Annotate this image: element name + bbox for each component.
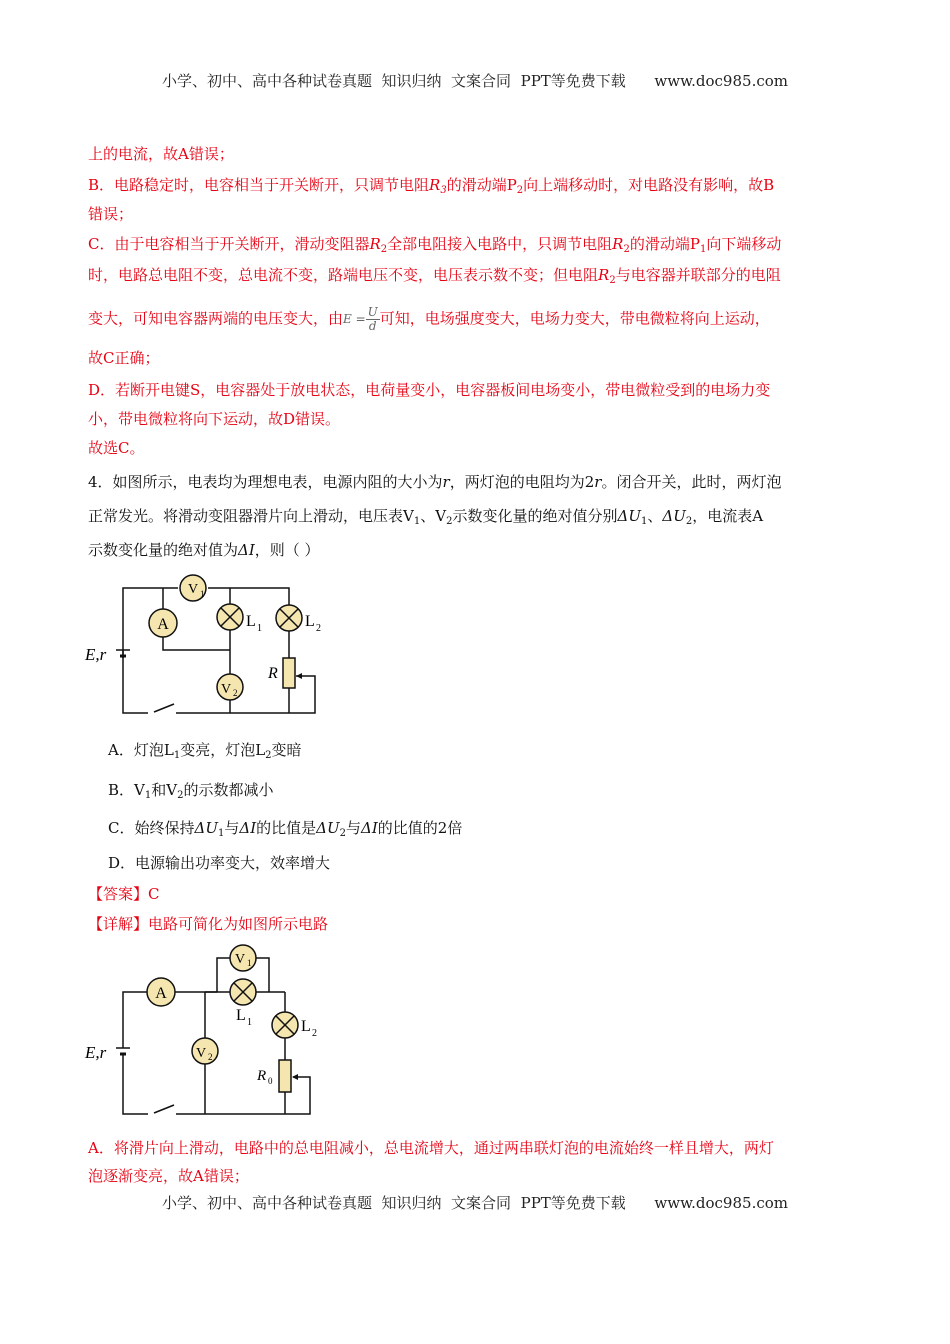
lamp-l1-icon — [217, 604, 243, 630]
c2-l2-label: L — [301, 1018, 311, 1035]
c1-l1-sub: 1 — [257, 623, 262, 634]
c2-ammeter-label: A — [155, 985, 167, 1002]
explanation-new-a-line2: 泡逐渐变亮，故A错误； — [88, 1167, 249, 1185]
explanation-c-line3: 变大，可知电容器两端的电压变大，由E = $\frac{U}{d}$ 可知，电场强度变大，电场力变大，带电微粒将向上运动， — [88, 305, 770, 333]
explanation-c-line1: C．由于电容相当于开关断开，滑动变阻器$R_2$全部电阻接入电路中，只调节电阻$R_2$的滑动端$P_1$向下端移动 — [88, 235, 782, 255]
page-footer: 小学、初中、高中各种试卷真题 知识归纳 文案合同 PPT等免费下载 www.doc985.com — [161, 1194, 788, 1212]
circuit-diagram-1 — [80, 568, 340, 723]
option-d: D．电源输出功率变大，效率增大 — [108, 854, 331, 872]
c1-l2-label: L — [305, 613, 315, 630]
c2-l2-sub: 2 — [312, 1028, 317, 1039]
formula-fraction: $\frac{U}{d}$ — [367, 305, 378, 333]
c2-battery-label: E,r — [85, 1043, 107, 1062]
c2-rheostat-label: R — [257, 1068, 267, 1084]
explanation-d-line1: D．若断开电键S，电容器处于放电状态，电荷量变小，电容器板间电场变小，带电微粒受到的电场力变 — [88, 381, 771, 399]
c1-rheostat-label: R — [268, 665, 278, 682]
option-a: A．灯泡$L_1$变亮，灯泡$L_2$变暗 — [108, 741, 302, 761]
c1-ammeter-label: A — [157, 616, 169, 633]
question-line3: 示数变化量的绝对值为ΔI，则（ ） — [88, 541, 320, 559]
lamp-l2-icon — [276, 605, 302, 631]
option-c: C．始终保持$\Delta U_1$与ΔI的比值是$\Delta U_2$与ΔI的比值的2倍 — [108, 819, 463, 839]
c2-v2-label: V — [195, 1046, 207, 1061]
c2-v2-sub: 2 — [208, 1052, 213, 1062]
circuit-diagram-2 — [80, 940, 340, 1120]
question-line1: 4．如图所示，电表均为理想电表，电源内阻的大小为r，两灯泡的电阻均为2r。闭合开关，此时，两灯泡 — [88, 473, 782, 491]
explanation-choose: 故选C。 — [88, 439, 145, 457]
explanation-new-a-line1: A．将滑片向上滑动，电路中的总电阻减小，总电流增大，通过两串联灯泡的电流始终一样且增大，两灯 — [88, 1139, 774, 1157]
c1-l1-label: L — [246, 613, 256, 630]
formula-e-eq-u-over-d: E = — [343, 312, 366, 326]
page-header: 小学、初中、高中各种试卷真题 知识归纳 文案合同 PPT等免费下载 www.doc985.com — [161, 72, 788, 90]
explanation-d-line2: 小，带电微粒将向下运动，故D错误。 — [88, 410, 341, 428]
c2-lamp-l1-icon — [230, 979, 256, 1005]
c1-l2-sub: 2 — [316, 623, 321, 634]
c2-v1-label: V — [234, 952, 246, 967]
c1-v2-sub: 2 — [233, 688, 238, 698]
explanation-b-line1: B．电路稳定时，电容相当于开关断开，只调节电阻$R_3$的滑动端$P_2$向上端移动时，对电路没有影响，故B — [88, 176, 775, 196]
c2-rheostat-sub: 0 — [268, 1076, 273, 1086]
option-b: B．$V_1$和$V_2$的示数都减小 — [108, 781, 274, 801]
c2-l1-sub: 1 — [247, 1017, 252, 1028]
c1-v1-sub: 1 — [200, 589, 205, 599]
explanation-b-line2: 错误； — [88, 205, 134, 223]
explanation-c-line4: 故C正确； — [88, 349, 160, 367]
c1-v2-label: V — [220, 682, 232, 697]
answer: 【答案】C — [88, 885, 160, 903]
explanation-c-line2: 时，电路总电阻不变，总电流不变，路端电压不变，电压表示数不变；但电阻$R_2$与电容器并联部分的电阻 — [88, 266, 781, 286]
question-line2: 正常发光。将滑动变阻器滑片向上滑动，电压表$V_1$、$V_2$示数变化量的绝对值分别$\Delta U_1$、$\Delta U_2$，电流表A — [88, 507, 764, 527]
explanation-a-tail: 上的电流，故A错误； — [88, 145, 234, 163]
c2-lamp-l2-icon — [272, 1012, 298, 1038]
c2-l1-label: L — [236, 1007, 246, 1024]
detail-intro: 【详解】电路可简化为如图所示电路 — [88, 915, 329, 933]
c1-battery-label: E,r — [85, 645, 107, 664]
c2-v1-sub: 1 — [247, 958, 252, 968]
c1-v1-label: V — [187, 582, 199, 597]
